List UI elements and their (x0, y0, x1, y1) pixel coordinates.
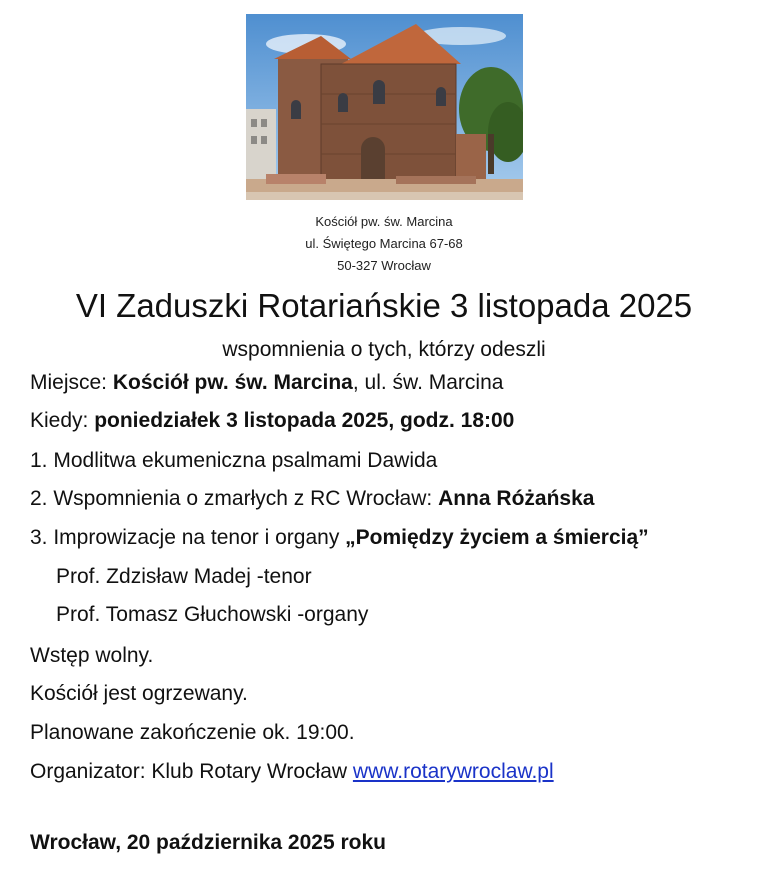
program-item-3 (30, 523, 649, 553)
note-entry: Wstęp wolny. (30, 644, 154, 667)
address-line-3: 50-327 Wrocław (337, 258, 431, 273)
place-label: Miejsce: (30, 371, 113, 394)
program-item-2 (30, 484, 594, 514)
note-heating: Kościół jest ogrzewany. (30, 682, 248, 705)
church-photo (246, 14, 523, 200)
when-value: poniedziałek 3 listopada 2025, godz. 18:00 (94, 409, 515, 432)
performer-2: Prof. Tomasz Głuchowski -organy (56, 603, 369, 626)
when-line (30, 406, 514, 436)
performer-1: Prof. Zdzisław Madej -tenor (56, 565, 312, 588)
signature-text: Wrocław, 20 października 2025 roku (30, 831, 386, 854)
place-street: , ul. św. Marcina (352, 371, 504, 394)
program-item-3-text: 3. Improwizacje na tenor i organy (30, 526, 346, 549)
when-label: Kiedy: (30, 409, 95, 432)
address-line-2: ul. Świętego Marcina 67-68 (305, 236, 463, 251)
program-item-3-title: „Pomiędzy życiem a śmiercią” (345, 526, 649, 549)
page-title: VI Zaduszki Rotariańskie 3 listopada 2025 (75, 287, 693, 324)
place-venue: Kościół pw. św. Marcina (112, 371, 353, 394)
program-item-2-text: 2. Wspomnienia o zmarłych z RC Wrocław: (30, 487, 439, 510)
place-line (30, 368, 503, 398)
address-line-1: Kościół pw. św. Marcina (315, 214, 453, 229)
organizer-website-link[interactable]: www.rotarywroclaw.pl (352, 760, 554, 783)
program-item-1: 1. Modlitwa ekumeniczna psalmami Dawida (30, 449, 438, 472)
organizer-line (30, 757, 554, 787)
organizer-label: Organizator: Klub Rotary Wrocław (30, 760, 353, 783)
note-end: Planowane zakończenie ok. 19:00. (30, 721, 355, 744)
signature-line (30, 828, 386, 858)
page-subtitle: wspomnienia o tych, którzy odeszli (222, 338, 546, 361)
program-item-2-name: Anna Różańska (438, 487, 595, 510)
